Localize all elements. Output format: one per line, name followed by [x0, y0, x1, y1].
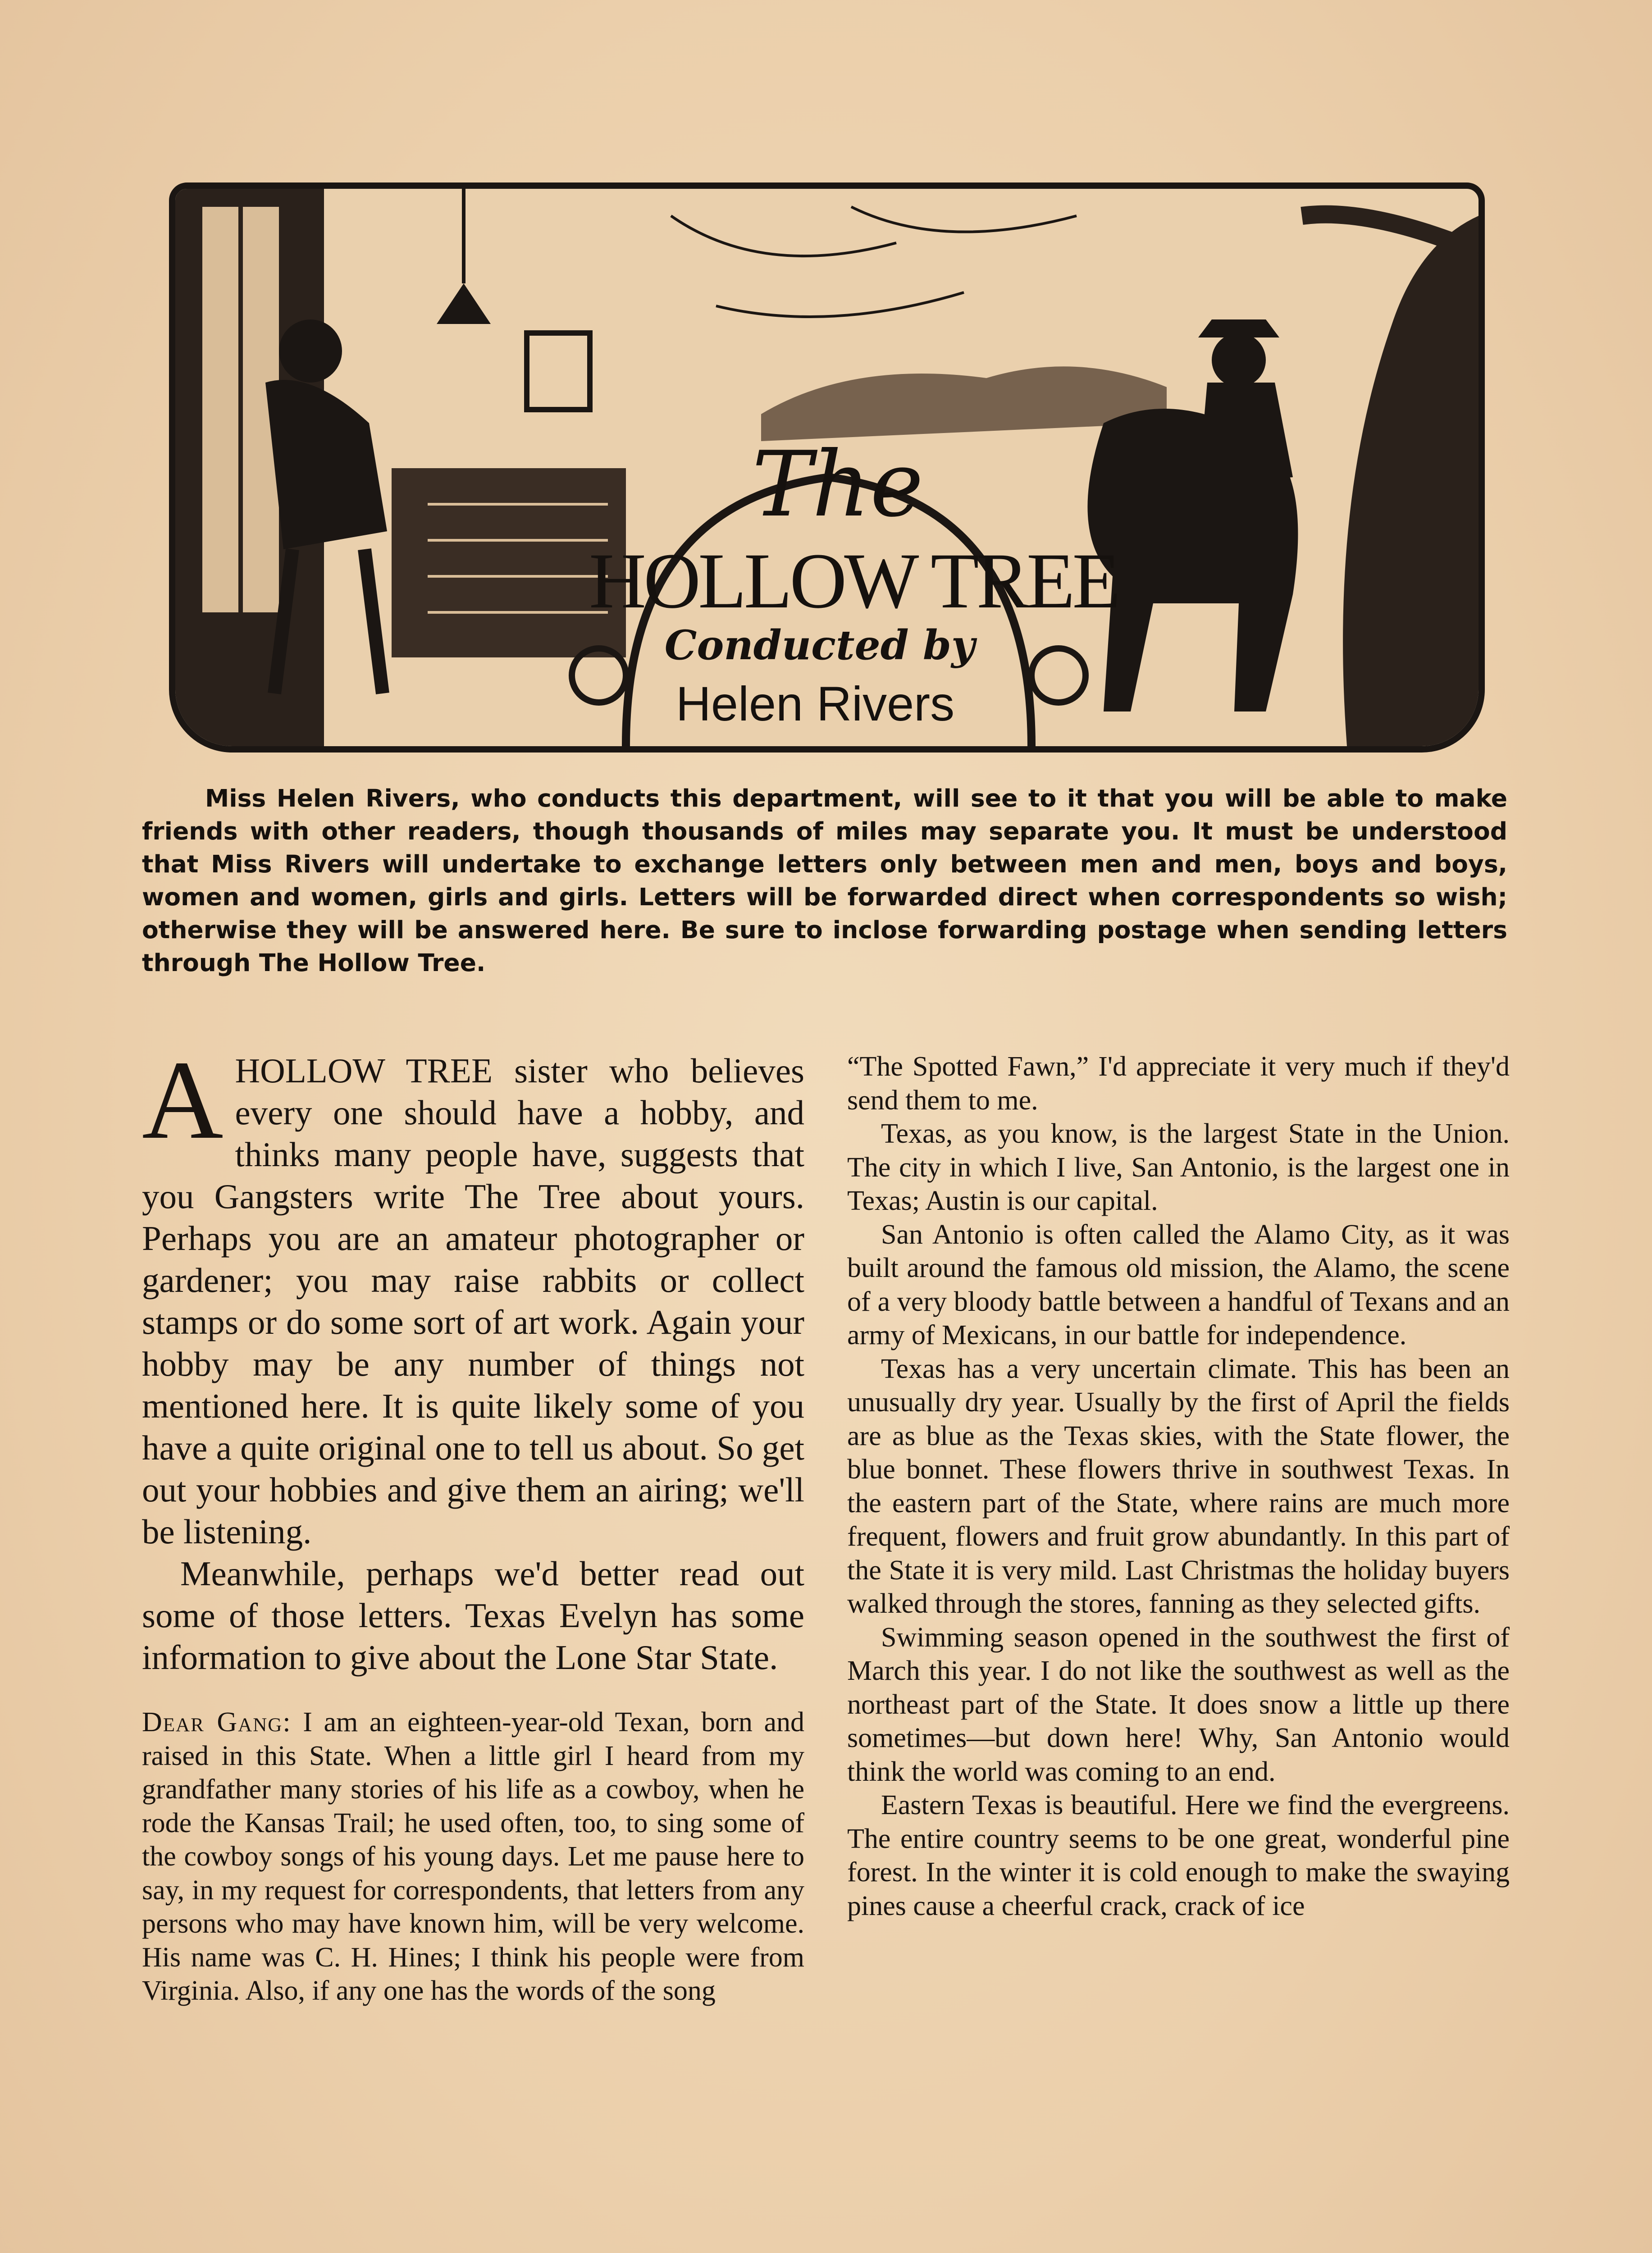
- lead-paragraph-1: HOLLOW TREE sister who believes every one should have a hobby, and thinks many people have, suggests that you Gangsters write The Tree about yours. Perhaps you are an amateur photographer or gardener; you may raise rabbits or collect stamps or do some sort of art work. Again your hobby may be any number of things not mentioned here. It is quite likely some of you have a quite original one to tell us about. So get out your hobbies and give them an airing; we'll be listening.: [142, 1051, 804, 1551]
- tree-trunk: [1343, 216, 1479, 746]
- man-body: [265, 380, 387, 549]
- conducted-by: Conducted by: [664, 621, 975, 669]
- letter-paragraph-climate: Texas has a very uncertain climate. This has been an unusually dry year. Usually by the first of April the fields are as blue as the Texas skies, with the State flower, the blue bonnet. These flowers thrive in southwest Texas. In the eastern part of the State, where rains are much more frequent, flowers and fruit grow abundantly. In this part of the State it is very mild. Last Christmas the holiday buyers walked through the stores, fanning as they selected gifts.: [847, 1353, 1510, 1619]
- letter-paragraph-1: I am an eighteen-year-old Texan, born and raised in this State. When a little girl I heard from my grandfather many stories of his life as a cowboy, when he rode the Kansas Trail; he used often, too, to sing some of the cowboy songs of his young days. Let me pause here to say, in my request for correspondents, that letters from any persons who may have known him, will be very welcome. His name was C. H. Hines; I think his people were from Virginia. Also, if any one has the words of the song: [142, 1707, 805, 2006]
- picture-frame: [527, 333, 590, 410]
- author-name: Helen Rivers: [675, 676, 955, 731]
- letter-paragraph-swimming: Swimming season opened in the southwest the first of March this year. I do not like the southwest as well as the northeast part of the State. It does snow a little up there sometimes—but down here! Why, San Antonio would think the world was coming to an end.: [847, 1622, 1510, 1787]
- rider-hat: [1198, 319, 1279, 337]
- letter-paragraph-alamo: San Antonio is often called the Alamo City, as it was built around the famous old mission, the Alamo, the scene of a very bloody battle between a handful of Texans and an army of Mexicans, in our battle for independence.: [847, 1219, 1510, 1350]
- lead-text: [142, 1038, 804, 1678]
- title-main: HOLLOW TREE: [589, 537, 1118, 625]
- salutation: Dear Gang:: [142, 1707, 292, 1738]
- letter-paragraph-texas: Texas, as you know, is the largest State in the Union. The city in which I live, San Antonio, is the largest one in Texas; Austin is our capital.: [847, 1118, 1510, 1216]
- letter-paragraph-continued: “The Spotted Fawn,” I'd appreciate it very much if they'd send them to me.: [847, 1051, 1510, 1116]
- lead-paragraph-2: Meanwhile, perhaps we'd better read out some of those letters. Texas Evelyn has some information to give about the Lone Star State.: [142, 1554, 804, 1677]
- rider-body: [1198, 383, 1293, 486]
- letter-paragraph-eastern: Eastern Texas is beautiful. Here we find the evergreens. The entire country seems to be one great, wonderful pine forest. In the winter it is cold enough to make the swaying pines cause a cheerful crack, crack of ice: [847, 1790, 1510, 1921]
- right-column: [847, 1050, 1510, 1923]
- rider-head: [1212, 333, 1266, 387]
- letter-text-left: [142, 1706, 804, 2008]
- right-scroll: [1031, 648, 1086, 702]
- lamp: [437, 283, 491, 324]
- header-illustration: [169, 182, 1485, 753]
- letter-text-right: [847, 1050, 1510, 1923]
- intro-paragraph: Miss Helen Rivers, who conducts this department, will see to it that you will be able to make friends with other readers, though thousands of miles may separate you. It must be understood that Miss Rivers will undertake to exchange letters only between men and men, boys and boys, women and women, girls and girls. Letters will be forwarded direct when correspondents so wish; otherwise they will be answered here. Be sure to inclose forwarding postage when sending letters through The Hollow Tree.: [142, 784, 1507, 977]
- left-column: [142, 1038, 805, 2008]
- man-head: [279, 319, 342, 383]
- drop-cap: A: [142, 1038, 224, 1163]
- title-the: The: [752, 432, 924, 537]
